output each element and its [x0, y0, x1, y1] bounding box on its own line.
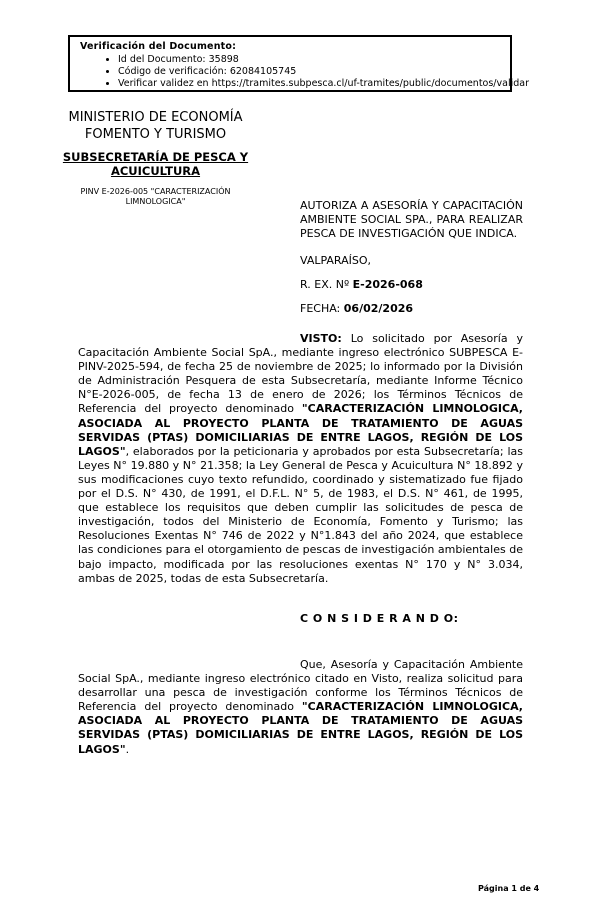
resolution-date — [300, 302, 523, 316]
visto-text-before: Lo solicitado por Asesoría y Capacitación Ambiente Social SpA., mediante ingreso electrónico SUBPESCA E-PINV-2025-594, de fecha 25 de noviembre de 2025; lo informado por la División de Administración Pesquera de esta Subsecretaría, mediante Informe Técnico N°E-2026-005, de fecha 13 de enero de 2026; los Términos Técnicos de Referencia del proyecto denominado — [78, 332, 523, 416]
visto-heading: VISTO: — [300, 332, 342, 345]
visto-text-after: , elaborados por la peticionaria y aprobados por esta Subsecretaría; las Leyes N° 19.880 y N° 21.358; la Ley General de Pesca y Acuicultura N° 18.892 y sus modificaciones cuyo texto refundido, coordinado y sistematizado fue fijado por el D.S. N° 430, de 1991, el D.F.L. N° 5, de 1983, el D.S. N° 461, de 1995, que establece los requisitos que deben cumplir las solicitudes de pesca de investigación, todos del Ministerio de Economía, Fomento y Turismo; las Resoluciones Exentas N° 746 de 2022 y N°1.843 del año 2024, que establece las condiciones para el otorgamiento de pescas de investigación ambientales de bajo impacto, modificada por las resoluciones exentas N° 170 y N° 3.034, ambas de 2025, todas de esta Subsecretaría. — [78, 444, 523, 585]
subsecretaria-name: SUBSECRETARÍA DE PESCA Y ACUICULTURA — [62, 150, 249, 178]
resolution-date-label: FECHA: — [300, 302, 344, 315]
ministry-line1: MINISTERIO DE ECONOMÍA — [68, 110, 243, 125]
resolution-subject: AUTORIZA A ASESORÍA Y CAPACITACIÓN AMBIENTE SOCIAL SPA., PARA REALIZAR PESCA DE INVESTIGACIÓN QUE INDICA. — [300, 199, 523, 240]
considerando-paragraph — [78, 658, 523, 757]
resolution-number-label: R. EX. Nº — [300, 278, 353, 291]
letterhead — [38, 110, 273, 207]
considerando-project-title: "CARACTERIZACIÓN LIMNOLOGICA, ASOCIADA AL PROYECTO PLANTA DE TRATAMIENTO DE AGUAS SERVIDAS (PTAS) DOMICILIARIAS DE ENTRE LAGOS, REGIÓN DE LOS LAGOS" — [78, 700, 523, 756]
ministry-name — [38, 110, 273, 143]
verification-title: Verificación del Documento: — [80, 41, 237, 52]
verification-url: • Verificar validez en https://tramites.subpesca.cl/uf-tramites/public/documentos/validar — [118, 78, 506, 90]
resolution-number — [300, 278, 523, 292]
resolution-number-value: E-2026-068 — [352, 278, 423, 291]
verification-list — [80, 54, 529, 90]
ministry-line2: FOMENTO Y TURISMO — [84, 126, 227, 142]
resolution-date-value: 06/02/2026 — [343, 302, 414, 315]
considerando-heading: C O N S I D E R A N D O: — [300, 612, 459, 625]
verification-doc-id: • Id del Documento: 35898 — [118, 54, 506, 66]
considerando-text-after: . — [125, 742, 130, 756]
city-line: VALPARAÍSO, — [300, 254, 372, 267]
project-reference: PINV E-2026-005 "CARACTERIZACIÓN LIMNOLOGICA" — [80, 187, 231, 206]
visto-paragraph — [78, 332, 523, 586]
verification-box — [68, 35, 529, 92]
resolution-header — [300, 199, 523, 316]
visto-project-title: "CARACTERIZACIÓN LIMNOLOGICA, ASOCIADA AL PROYECTO PLANTA DE TRATAMIENTO DE AGUAS SERVIDAS (PTAS) DOMICILIARIAS DE ENTRE LAGOS, REGIÓN DE LOS LAGOS" — [78, 402, 523, 458]
considerando-text-before: Que, Asesoría y Capacitación Ambiente Social SpA., mediante ingreso electrónico citado en Visto, realiza solicitud para desarrollar una pesca de investigación conforme los Términos Técnicos de Referencia del proyecto denominado — [78, 658, 523, 714]
page-number: Página 1 de 4 — [478, 884, 540, 893]
verification-code: • Código de verificación: 62084105745 — [118, 66, 506, 78]
